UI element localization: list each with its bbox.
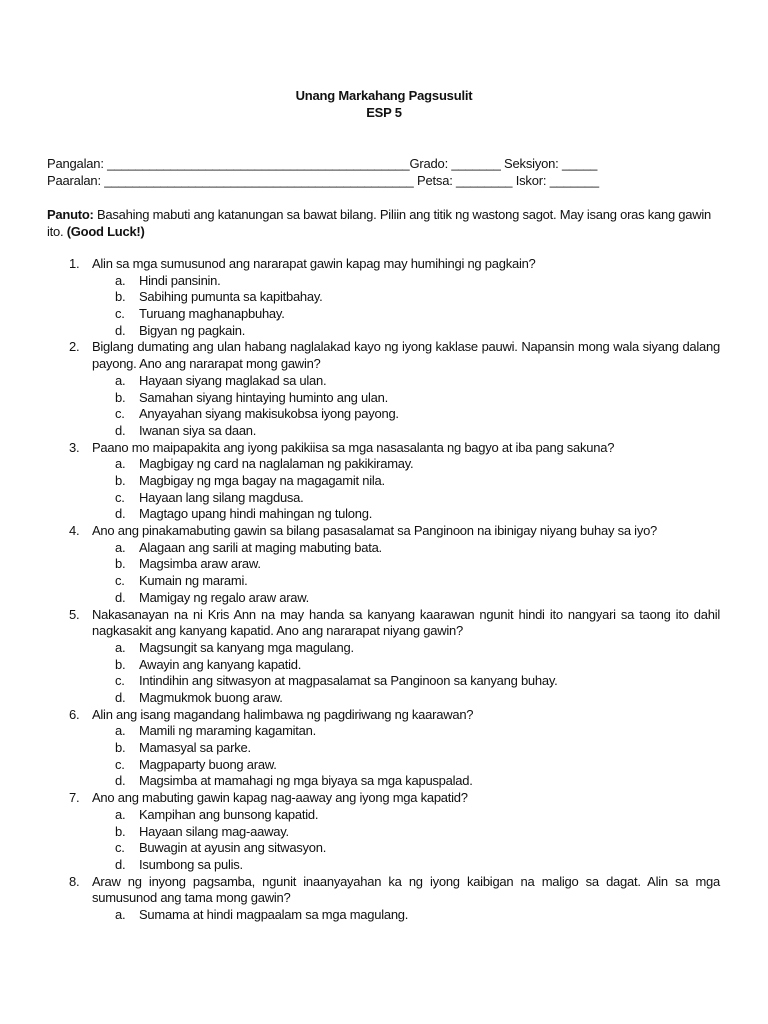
question-number: 7. [69, 790, 80, 806]
answer-option [0, 857, 768, 874]
option-letter: b. [115, 823, 126, 839]
option-text: Hindi pansinin. [139, 272, 221, 288]
option-text: Hayaan lang silang magdusa. [139, 489, 304, 505]
question-number: 3. [69, 439, 80, 455]
question-number: 6. [69, 706, 80, 722]
instructions-text: Basahing mabuti ang katanungan sa bawat bilang. Piliin ang titik ng wastong sagot. May isang oras kang gawin ito. [47, 207, 712, 239]
answer-option [0, 640, 768, 657]
answer-option [0, 773, 768, 790]
answer-option [0, 406, 768, 423]
option-text: Sabihing pumunta sa kapitbahay. [139, 289, 323, 305]
option-text: Magbigay ng card na naglalaman ng pakikiramay. [139, 456, 414, 472]
option-text: Mamigay ng regalo araw araw. [139, 589, 310, 605]
option-letter: c. [115, 840, 125, 856]
student-info-line-1: Pangalan: ___________________________________________Grado: _______ Seksiyon: _____ [47, 156, 598, 171]
option-text: Kumain ng marami. [139, 573, 248, 589]
instructions-label: Panuto: [47, 207, 94, 222]
option-text: Samahan siyang hintaying huminto ang ulan. [139, 389, 388, 405]
answer-option [0, 373, 768, 390]
option-letter: a. [115, 456, 126, 472]
question-text: Ano ang mabuting gawin kapag nag-aaway ang iyong mga kapatid? [92, 790, 468, 806]
question-text: Biglang dumating ang ulan habang naglalakad kayo ng iyong kaklase pauwi. Napansin mong wala siyang dalang payong. Ano ang nararapat mong gawin? [92, 339, 720, 372]
answer-option [0, 907, 768, 924]
option-letter: d. [115, 322, 126, 338]
option-letter: a. [115, 723, 126, 739]
question-text: Alin sa mga sumusunod ang nararapat gawin kapag may humihingi ng pagkain? [92, 256, 536, 271]
student-info-line-2: Paaralan: ____________________________________________ Petsa: ________ Iskor: _______ [47, 173, 599, 188]
answer-option [0, 423, 768, 440]
option-text: Isumbong sa pulis. [139, 856, 243, 872]
option-letter: d. [115, 422, 126, 438]
question-item [0, 874, 768, 924]
option-letter: c. [115, 306, 125, 322]
option-text: Magmukmok buong araw. [139, 689, 283, 705]
answer-option [0, 824, 768, 841]
option-text: Mamasyal sa parke. [139, 740, 251, 756]
option-text: Mamili ng maraming kagamitan. [139, 723, 316, 739]
option-text: Hayaan siyang maglakad sa ulan. [139, 372, 327, 388]
question-item [0, 523, 768, 606]
answer-option [0, 390, 768, 407]
option-letter: d. [115, 856, 126, 872]
answer-option [0, 306, 768, 323]
answer-option [0, 673, 768, 690]
option-letter: b. [115, 289, 126, 305]
option-letter: a. [115, 639, 126, 655]
answer-option [0, 840, 768, 857]
exam-subject: ESP 5 [366, 105, 402, 120]
option-letter: d. [115, 689, 126, 705]
option-letter: a. [115, 906, 126, 922]
exam-title: Unang Markahang Pagsusulit [295, 88, 473, 103]
option-text: Magpaparty buong araw. [139, 756, 277, 772]
question-text: Paano mo maipapakita ang iyong pakikiisa sa mga nasasalanta ng bagyo at iba pang sakuna? [92, 439, 615, 455]
option-letter: a. [115, 272, 126, 288]
answer-option [0, 723, 768, 740]
answer-option [0, 540, 768, 557]
answer-option [0, 807, 768, 824]
option-text: Kampihan ang bunsong kapatid. [139, 806, 319, 822]
question-number: 1. [69, 256, 80, 271]
option-text: Magsungit sa kanyang mga magulang. [139, 639, 354, 655]
question-text: Araw ng inyong pagsamba, ngunit inaanyayahan ka ng iyong kaibigan na maligo sa dagat. Alin sa mga sumusunod ang tama mong gawin? [92, 873, 720, 906]
question-number: 8. [69, 873, 80, 889]
option-text: Iwanan siya sa daan. [139, 422, 257, 438]
question-number: 2. [69, 339, 80, 355]
option-text: Turuang maghanapbuhay. [139, 306, 285, 322]
option-letter: b. [115, 740, 126, 756]
option-letter: c. [115, 756, 125, 772]
option-letter: d. [115, 589, 126, 605]
option-text: Awayin ang kanyang kapatid. [139, 656, 302, 672]
question-number: 5. [69, 606, 80, 622]
answer-option [0, 573, 768, 590]
option-letter: b. [115, 556, 126, 572]
option-letter: c. [115, 489, 125, 505]
option-letter: a. [115, 806, 126, 822]
question-text: Ano ang pinakamabuting gawin sa bilang pasasalamat sa Panginoon na ibinigay niyang buhay sa iyo? [92, 523, 658, 539]
option-letter: a. [115, 372, 126, 388]
option-text: Intindihin ang sitwasyon at magpasalamat sa Panginoon sa kanyang buhay. [139, 673, 558, 689]
answer-option [0, 556, 768, 573]
option-text: Magtago upang hindi mahingan ng tulong. [139, 506, 373, 522]
option-text: Sumama at hindi magpaalam sa mga magulang. [139, 906, 409, 922]
question-item [0, 256, 768, 339]
question-list [0, 256, 768, 924]
option-text: Buwagin at ayusin ang sitwasyon. [139, 840, 327, 856]
answer-option [0, 456, 768, 473]
question-number: 4. [69, 523, 80, 539]
option-letter: c. [115, 673, 125, 689]
option-letter: b. [115, 473, 126, 488]
question-item [0, 339, 768, 439]
answer-option [0, 690, 768, 707]
question-item [0, 790, 768, 873]
answer-option [0, 473, 768, 490]
question-text: Nakasanayan na ni Kris Ann na may handa sa kanyang kaarawan ngunit hindi ito nangyari sa taong ito dahil nagkasakit ang kanyang kapatid. Ano ang nararapat niyang gawin? [92, 606, 720, 639]
answer-option [0, 506, 768, 523]
question-item [0, 607, 768, 707]
option-letter: b. [115, 389, 126, 405]
option-text: Anyayahan siyang makisukobsa iyong payong. [139, 406, 399, 422]
option-letter: b. [115, 656, 126, 672]
question-item [0, 440, 768, 523]
option-text: Magsimba at mamahagi ng mga biyaya sa mga kapuspalad. [139, 773, 473, 789]
option-text: Bigyan ng pagkain. [139, 322, 246, 338]
instructions [47, 206, 720, 240]
option-text: Alagaan ang sarili at maging mabuting bata. [139, 539, 382, 555]
question-item [0, 707, 768, 790]
answer-option [0, 590, 768, 607]
option-letter: c. [115, 406, 125, 422]
option-text: Magbigay ng mga bagay na magagamit nila. [139, 473, 385, 488]
option-letter: c. [115, 573, 125, 589]
answer-option [0, 490, 768, 507]
instructions-closing: (Good Luck!) [66, 224, 145, 239]
option-letter: d. [115, 506, 126, 522]
answer-option [0, 740, 768, 757]
option-text: Magsimba araw araw. [139, 556, 261, 572]
answer-option [0, 657, 768, 674]
answer-option [0, 323, 768, 340]
option-letter: a. [115, 539, 126, 555]
answer-option [0, 757, 768, 774]
option-text: Hayaan silang mag-aaway. [139, 823, 289, 839]
option-letter: d. [115, 773, 126, 789]
answer-option [0, 289, 768, 306]
answer-option [0, 273, 768, 290]
question-text: Alin ang isang magandang halimbawa ng pagdiriwang ng kaarawan? [92, 706, 474, 722]
